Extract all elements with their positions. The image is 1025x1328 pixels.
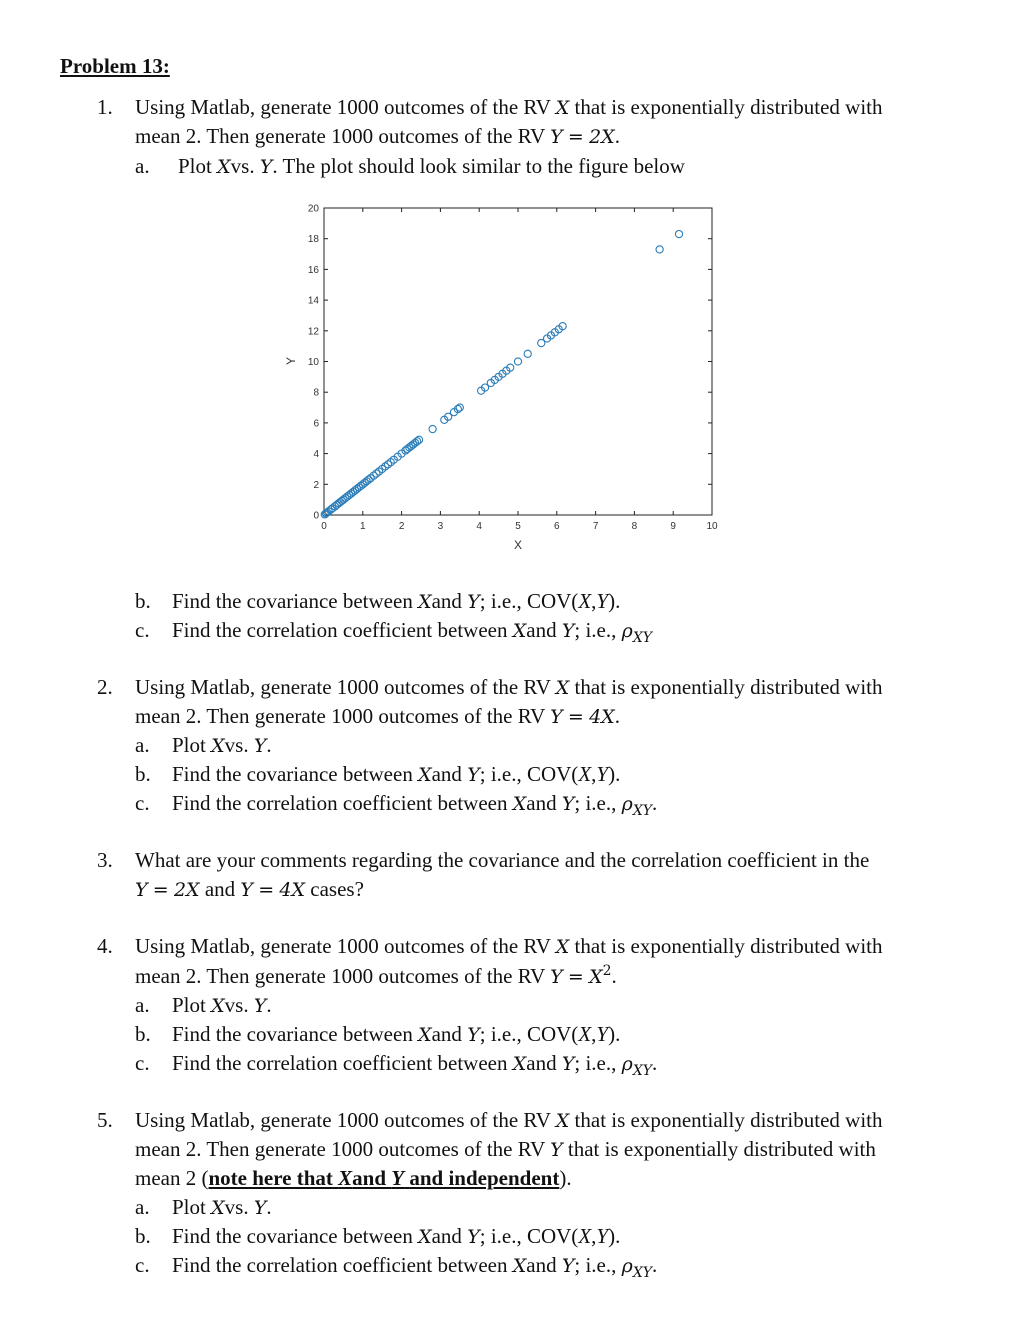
y-tick-label: 20 <box>307 203 319 215</box>
y-tick-label: 0 <box>313 510 319 522</box>
problem-5c-text: Find the correlation coefficient between Xand Y; i.e., $\rho_{XY}$. <box>172 1253 658 1282</box>
x-tick-label: 6 <box>554 521 560 532</box>
y-tick-label: 4 <box>313 449 319 461</box>
y-tick-label: 6 <box>313 418 319 430</box>
y-tick-label: 16 <box>307 264 319 276</box>
problem-1c-text: Find the correlation coefficient between Xand Y; i.e., $\rho_{XY}$ <box>172 618 653 647</box>
problem-5a-label: a. <box>135 1195 150 1219</box>
x-axis-label: X <box>513 538 523 552</box>
scatter-chart <box>280 198 730 558</box>
problem-4a-text: Plot Xvs. Y. <box>172 993 272 1017</box>
problem-5b-text: Find the covariance between Xand Y; i.e., COV(X,Y). <box>172 1224 621 1248</box>
problem-4-line-2: mean 2. Then generate 1000 outcomes of the RV $Y = X^2$. <box>135 963 617 988</box>
problem-1c-label: c. <box>135 618 150 642</box>
problem-5a-text: Plot Xvs. Y. <box>172 1195 272 1219</box>
y-tick-label: 8 <box>313 387 319 399</box>
problem-2-line-2: mean 2. Then generate 1000 outcomes of the RV Y = 4X. <box>135 704 620 728</box>
x-tick-label: 8 <box>631 521 638 532</box>
problem-2c-text: Find the correlation coefficient between Xand Y; i.e., $\rho_{XY}$. <box>172 791 658 820</box>
problem-4-number: 4. <box>97 934 113 958</box>
problem-4-line-1: Using Matlab, generate 1000 outcomes of the RV X that is exponentially distributed with <box>135 934 883 958</box>
independence-note: note here that Xand Y and independent <box>208 1166 560 1190</box>
problem-2-number: 2. <box>97 675 113 699</box>
problem-4b-label: b. <box>135 1022 151 1046</box>
problem-1a-text: Plot Xvs. Y. The plot should look similar to the figure below <box>178 154 685 178</box>
problem-1-number: 1. <box>97 95 113 119</box>
problem-5-line-2: mean 2. Then generate 1000 outcomes of the RV Y that is exponentially distributed with <box>135 1137 876 1161</box>
problem-1b-label: b. <box>135 589 151 613</box>
problem-3-line-1: What are your comments regarding the covariance and the correlation coefficient in the <box>135 848 870 872</box>
problem-3-line-2: Y = 2X and Y = 4X cases? <box>135 877 364 901</box>
problem-2a-label: a. <box>135 733 150 757</box>
x-tick-label: 2 <box>398 521 405 532</box>
problem-title: Problem 13: <box>60 54 170 78</box>
problem-5-line-3: mean 2 (note here that Xand Y and independent). <box>135 1166 572 1190</box>
problem-5c-label: c. <box>135 1253 150 1277</box>
problem-5-number: 5. <box>97 1108 113 1132</box>
problem-4c-text: Find the correlation coefficient between Xand Y; i.e., $\rho_{XY}$. <box>172 1051 658 1080</box>
problem-3-number: 3. <box>97 848 113 872</box>
problem-1-line-1: Using Matlab, generate 1000 outcomes of the RV X that is exponentially distributed with <box>135 95 883 119</box>
problem-2b-label: b. <box>135 762 151 786</box>
problem-4c-label: c. <box>135 1051 150 1075</box>
problem-4b-text: Find the covariance between Xand Y; i.e., COV(X,Y). <box>172 1022 621 1046</box>
x-tick-label: 0 <box>321 521 327 532</box>
problem-1a-label: a. <box>135 154 150 178</box>
problem-2b-text: Find the covariance between Xand Y; i.e., COV(X,Y). <box>172 762 621 786</box>
problem-1-line-2: mean 2. Then generate 1000 outcomes of the RV Y = 2X. <box>135 124 620 148</box>
x-tick-label: 5 <box>515 521 521 532</box>
y-tick-label: 18 <box>307 234 319 246</box>
problem-2-line-1: Using Matlab, generate 1000 outcomes of the RV X that is exponentially distributed with <box>135 675 883 699</box>
x-tick-label: 7 <box>592 521 599 532</box>
x-tick-label: 3 <box>437 521 444 532</box>
x-tick-label: 4 <box>476 521 482 532</box>
y-tick-label: 10 <box>307 357 319 368</box>
x-tick-label: 10 <box>706 521 718 532</box>
problem-4a-label: a. <box>135 993 150 1017</box>
y-tick-label: 12 <box>307 326 319 338</box>
problem-2c-label: c. <box>135 791 150 815</box>
x-tick-label: 1 <box>360 521 366 532</box>
problem-2a-text: Plot Xvs. Y. <box>172 733 272 757</box>
y-tick-label: 14 <box>307 295 319 307</box>
problem-5-line-1: Using Matlab, generate 1000 outcomes of the RV X that is exponentially distributed with <box>135 1108 883 1132</box>
y-tick-label: 2 <box>313 479 319 491</box>
problem-5b-label: b. <box>135 1224 151 1248</box>
problem-1b-text: Find the covariance between Xand Y; i.e., COV(X,Y). <box>172 589 621 613</box>
x-tick-label: 9 <box>670 521 676 532</box>
y-axis-label: Y <box>284 356 298 366</box>
